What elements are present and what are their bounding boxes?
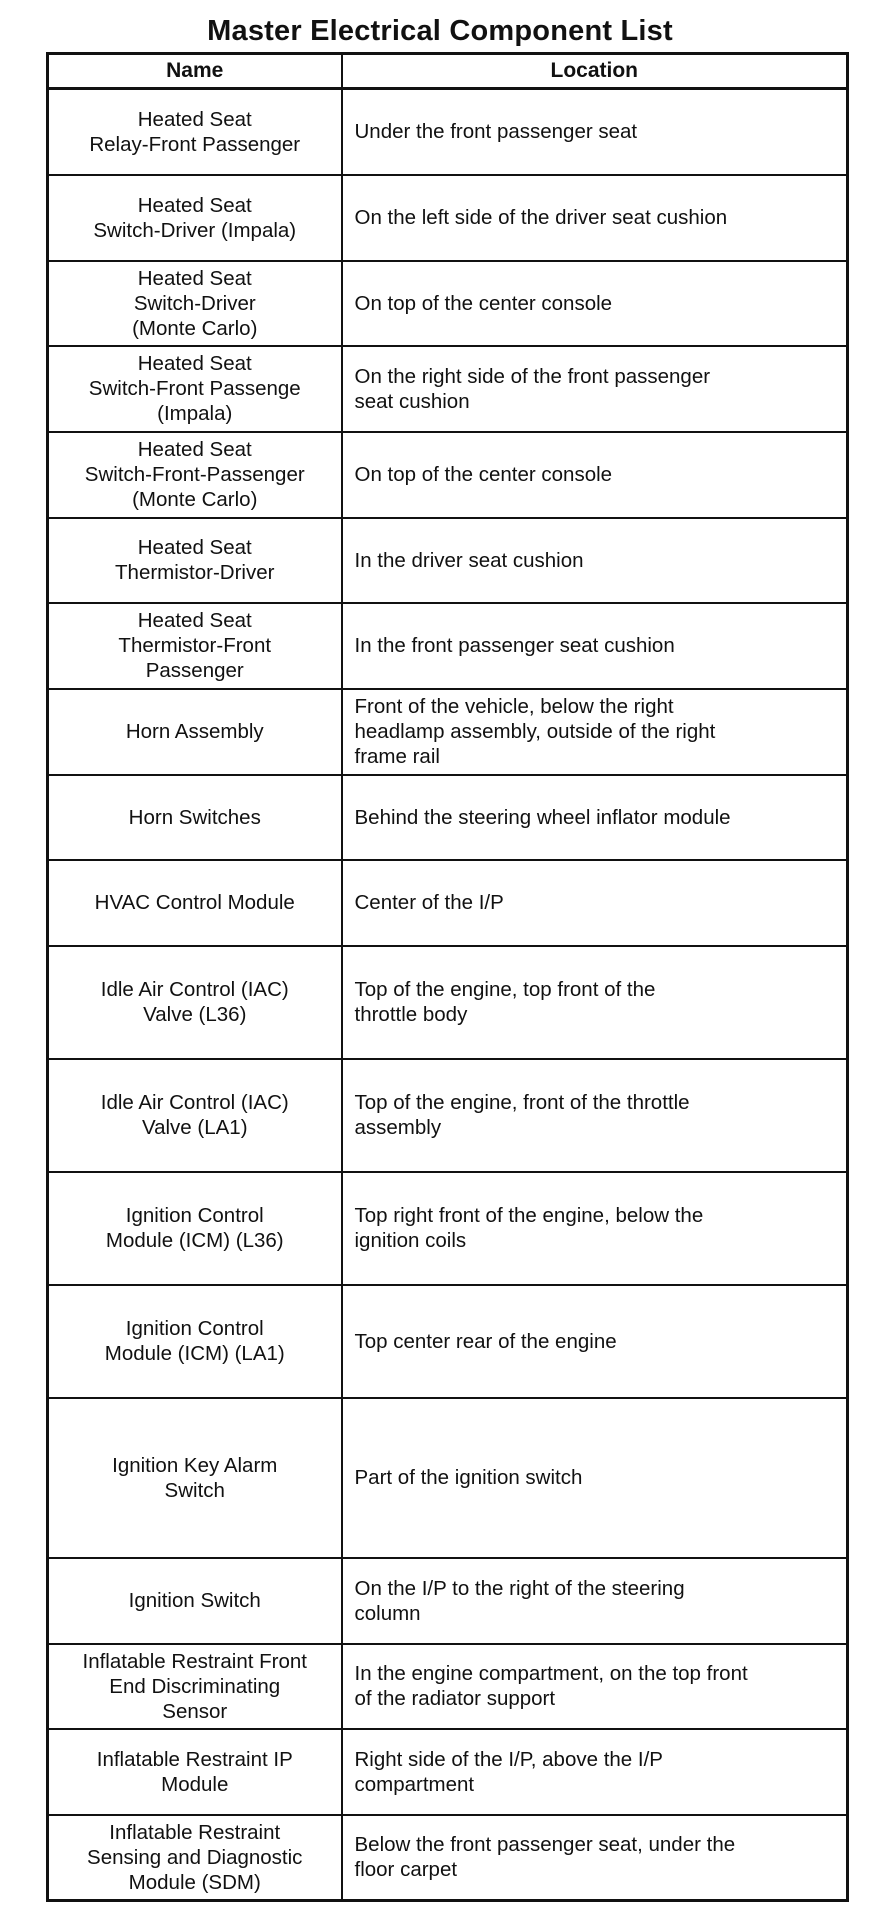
table-row	[48, 175, 848, 261]
table-header-row	[48, 54, 848, 89]
name-cell	[48, 603, 342, 689]
name-cell	[48, 1398, 342, 1558]
location-cell	[342, 860, 848, 946]
location-cell	[342, 775, 848, 860]
location-cell	[342, 1558, 848, 1644]
component-location: Right side of the I/P, above the I/P compartment	[354, 1747, 663, 1796]
table-row	[48, 1398, 848, 1558]
name-cell	[48, 689, 342, 775]
name-cell	[48, 1558, 342, 1644]
name-cell	[48, 1815, 342, 1901]
table-row	[48, 518, 848, 603]
name-cell	[48, 1285, 342, 1398]
location-cell	[342, 346, 848, 432]
name-cell	[48, 432, 342, 518]
component-location: Below the front passenger seat, under the floor carpet	[354, 1833, 736, 1882]
component-location: Top right front of the engine, below the ignition coils	[354, 1204, 704, 1252]
table-row	[48, 1059, 848, 1172]
name-cell	[48, 518, 342, 603]
table-row	[48, 89, 848, 175]
table-row	[48, 1815, 848, 1901]
location-cell	[342, 603, 848, 689]
component-location: Center of the I/P	[354, 891, 504, 914]
component-location: On the left side of the driver seat cushion	[354, 206, 728, 229]
component-location: In the engine compartment, on the top front of the radiator support	[354, 1662, 748, 1710]
component-name: Heated Seat Thermistor-Front Passenger	[118, 609, 272, 682]
component-name: Heated Seat Relay-Front Passenger	[89, 107, 301, 156]
name-cell	[48, 89, 342, 175]
column-header-location: Location	[342, 54, 848, 89]
component-location: Top of the engine, top front of the throttle body	[354, 978, 656, 1026]
name-cell	[48, 1644, 342, 1729]
component-name: Horn Switches	[128, 805, 261, 829]
component-location: Part of the ignition switch	[354, 1466, 583, 1489]
location-cell	[342, 89, 848, 175]
location-cell	[342, 432, 848, 518]
component-name: Heated Seat Thermistor-Driver	[115, 536, 275, 584]
table-row	[48, 432, 848, 518]
table-row	[48, 946, 848, 1059]
component-location: Front of the vehicle, below the right headlamp assembly, outside of the right frame rail	[354, 695, 716, 768]
name-cell	[48, 1729, 342, 1815]
location-cell	[342, 518, 848, 603]
table-row	[48, 346, 848, 432]
table-row	[48, 860, 848, 946]
component-location: Under the front passenger seat	[354, 120, 638, 144]
location-cell	[342, 1398, 848, 1558]
location-cell	[342, 1729, 848, 1815]
component-name: Heated Seat Switch-Front-Passenger (Monte Carlo)	[84, 438, 305, 511]
location-cell	[342, 261, 848, 346]
name-cell	[48, 1172, 342, 1285]
component-name: Ignition Key Alarm Switch	[112, 1453, 278, 1502]
location-cell	[342, 946, 848, 1059]
table-row	[48, 1558, 848, 1644]
location-cell	[342, 689, 848, 775]
component-name: Horn Assembly	[125, 720, 264, 743]
component-location: In the front passenger seat cushion	[354, 634, 675, 657]
component-name: Ignition Switch	[128, 1589, 261, 1612]
location-cell	[342, 175, 848, 261]
table-row	[48, 689, 848, 775]
page-title: Master Electrical Component List	[207, 15, 673, 47]
table-row	[48, 1285, 848, 1398]
name-cell	[48, 775, 342, 860]
component-location: On the I/P to the right of the steering column	[354, 1576, 685, 1625]
table-row	[48, 1644, 848, 1729]
location-cell	[342, 1059, 848, 1172]
table-row	[48, 261, 848, 346]
component-name: Heated Seat Switch-Driver (Monte Carlo)	[132, 266, 258, 340]
location-cell	[342, 1285, 848, 1398]
component-location: In the driver seat cushion	[354, 548, 584, 572]
name-cell	[48, 175, 342, 261]
name-cell	[48, 1059, 342, 1172]
name-cell	[48, 946, 342, 1059]
component-location: On the right side of the front passenger seat cushion	[354, 364, 711, 413]
component-location: Top of the engine, front of the throttle assembly	[354, 1091, 690, 1139]
component-name: Ignition Control Module (ICM) (L36)	[105, 1204, 284, 1252]
component-name: Inflatable Restraint Front End Discriminating Sensor	[82, 1649, 307, 1723]
component-name: Heated Seat Switch-Front Passenge (Impala)	[88, 352, 301, 425]
name-cell	[48, 346, 342, 432]
location-cell	[342, 1644, 848, 1729]
component-name: Inflatable Restraint IP Module	[96, 1747, 293, 1796]
component-table	[46, 52, 849, 1902]
component-location: On top of the center console	[354, 463, 613, 486]
component-location: On top of the center console	[354, 291, 613, 315]
component-name: HVAC Control Module	[94, 891, 295, 914]
name-cell	[48, 261, 342, 346]
table-row	[48, 775, 848, 860]
component-name: Inflatable Restraint Sensing and Diagnostic Module (SDM)	[87, 1820, 303, 1894]
name-cell	[48, 860, 342, 946]
component-name: Ignition Control Module (ICM) (LA1)	[104, 1317, 285, 1365]
component-location: Top center rear of the engine	[354, 1329, 617, 1353]
table-row	[48, 603, 848, 689]
component-name: Heated Seat Switch-Driver (Impala)	[93, 193, 297, 242]
column-header-name: Name	[48, 54, 342, 89]
component-name: Idle Air Control (IAC) Valve (L36)	[100, 978, 289, 1026]
location-cell	[342, 1172, 848, 1285]
location-cell	[342, 1815, 848, 1901]
table-row	[48, 1729, 848, 1815]
component-location: Behind the steering wheel inflator module	[354, 805, 731, 829]
table-row	[48, 1172, 848, 1285]
component-name: Idle Air Control (IAC) Valve (LA1)	[100, 1091, 289, 1139]
